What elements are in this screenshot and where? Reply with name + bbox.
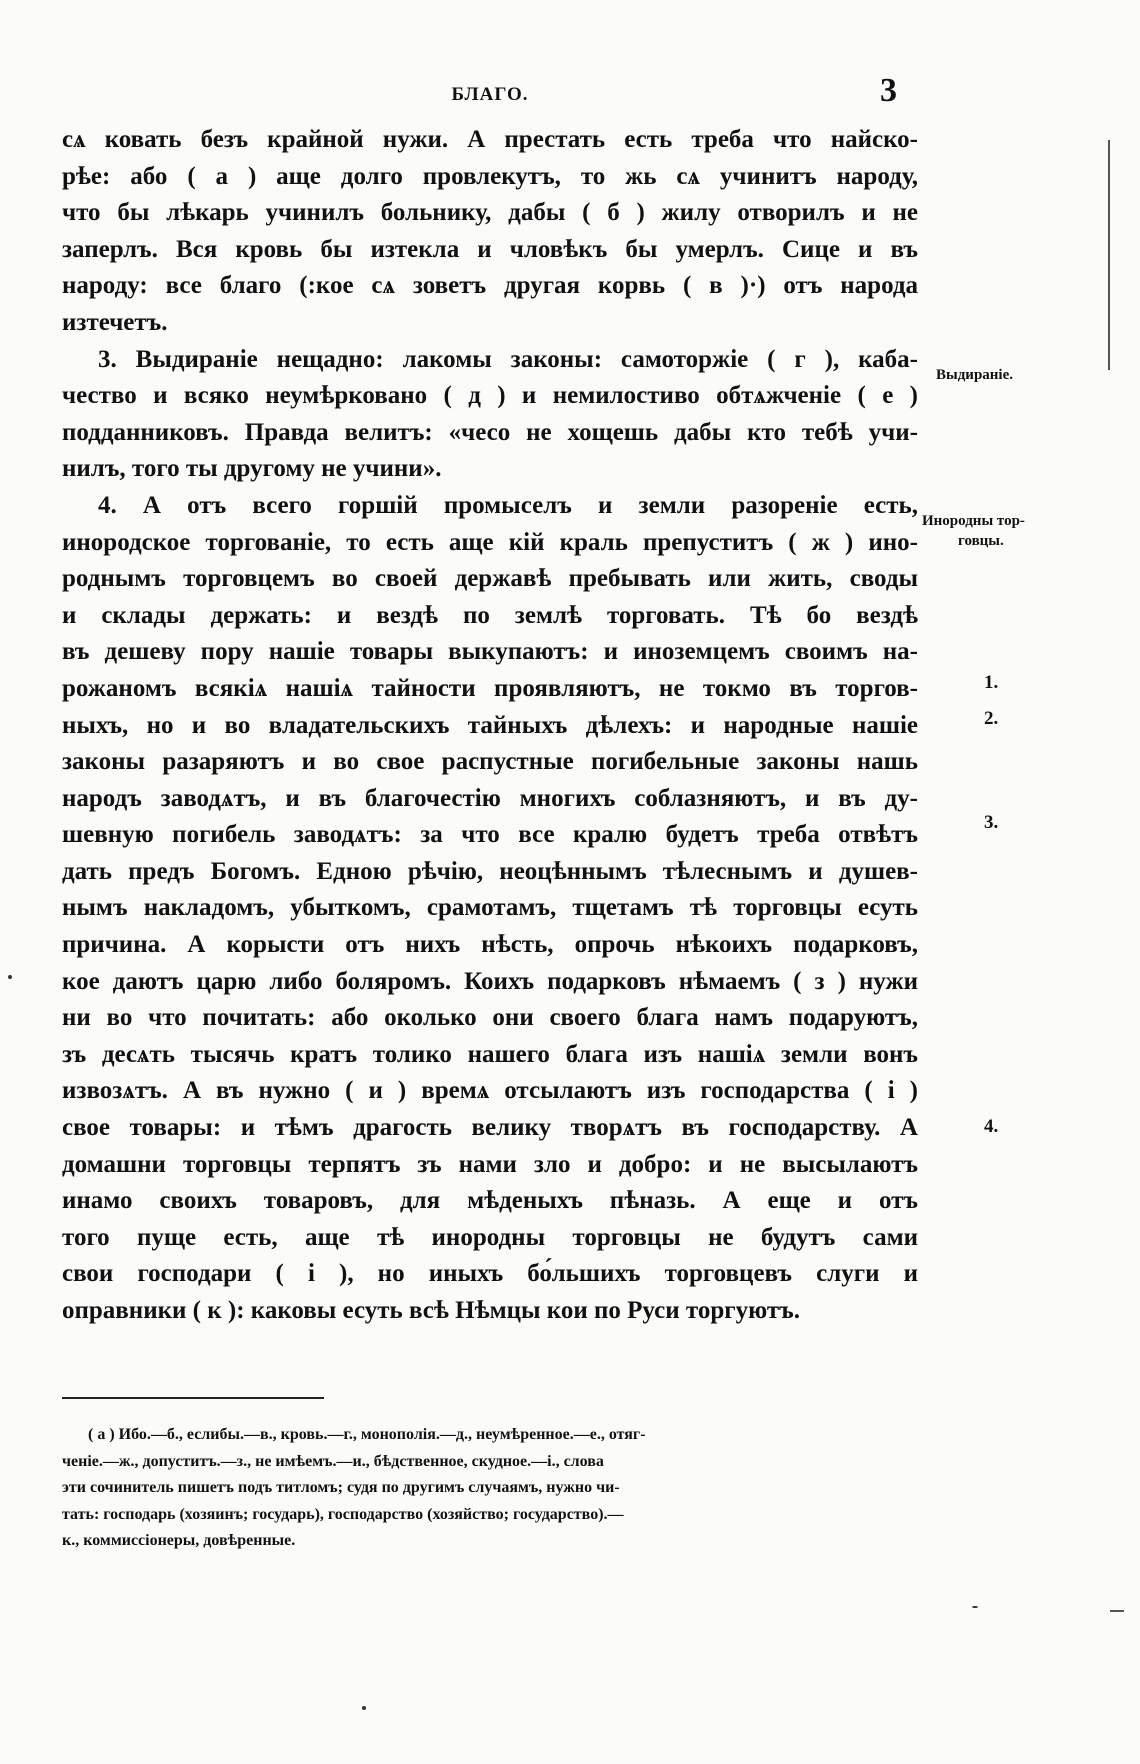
text-line: оправники ( к ): каковы есуть всѣ Нѣмцы кои по Руси торгуютъ. — [62, 1297, 801, 1324]
text-line: того пуще есть, аще тѣ инородны торговцы не будутъ сами — [62, 1223, 918, 1251]
text-line: подданниковъ. Правда велитъ: «чесо не хощешь дабы кто тебѣ учи- — [62, 418, 918, 446]
text-line: сѧ ковать безъ крайной нужи. А престать есть треба что найско- — [62, 126, 918, 153]
text-line: извозѧтъ. А въ нужно ( и ) времѧ отсылаютъ изъ господарства ( і ) — [62, 1077, 918, 1105]
text-line: законы разаряютъ и во свое распустные погибельные законы нашь — [62, 748, 918, 776]
text-line: шевную погибель заводѧтъ: за что все кралю будетъ треба отвѣтъ — [62, 821, 918, 849]
text-line: свои господари ( і ), но иныхъ бо́льшихъ торговцевъ слуги и — [62, 1260, 918, 1288]
footnote-rule — [62, 1397, 324, 1399]
footnotes — [62, 1422, 918, 1555]
text-line: 4. А отъ всего горшій промыселъ и земли разореніе есть, — [98, 491, 918, 519]
margin-number-1: 1. — [984, 672, 999, 693]
text-line: 3. Выдираніе нещадно: лакомы законы: самоторжіе ( г ), каба- — [98, 345, 918, 373]
footnote-line: ченіе.—ж., допуститъ.—з., не имѣемъ.—и., бѣдственное, скудное.—і., слова — [62, 1452, 604, 1470]
text-line: кое даютъ царю либо боляромъ. Коихъ подарковъ нѣмаемъ ( з ) нужи — [62, 967, 918, 995]
margin-note-inorodny-line-2: говцы. — [958, 533, 1004, 549]
text-line: рѣе: або ( а ) аще долго провлекутъ, то жь сѧ учинитъ народу, — [62, 162, 918, 190]
text-line: нилъ, того ты другому не учини». — [62, 455, 442, 483]
body-text — [62, 122, 918, 1330]
text-line: дать предъ Богомъ. Едною рѣчію, неоцѣннымъ тѣлеснымъ и душев- — [62, 857, 918, 885]
text-line: и склады держать: и вездѣ по землѣ торговать. Тѣ бо вездѣ — [62, 601, 918, 629]
scan-speck — [8, 975, 12, 979]
margin-note-vydiranie: Выдираніе. — [936, 367, 1014, 383]
text-line: инородское торгованіе, то есть аще кій краль препуститъ ( ж ) ино- — [62, 528, 918, 556]
scan-speck — [362, 1706, 366, 1710]
footnote-line: к., коммиссіонеры, довѣренные. — [62, 1532, 296, 1549]
text-line: зъ десѧть тысячь кратъ толико нашего блага изъ нашіѧ земли вонъ — [62, 1040, 918, 1068]
footnote-line: тать: господарь (хозяинъ; государь), господарство (хозяйство; государство).— — [62, 1505, 624, 1523]
text-line: чество и всяко неумѣрковано ( д ) и немилостиво обтѧжченіе ( е ) — [62, 382, 918, 410]
text-line: домашни торговцы терпятъ зъ нами зло и добро: и не высылаютъ — [62, 1150, 918, 1178]
text-line: инамо своихъ товаровъ, для мѣденыхъ пѣназь. А еще и отъ — [62, 1187, 918, 1215]
text-line: народу: все благо (:кое сѧ зоветъ другая корвь ( в )·) отъ народа — [62, 272, 918, 300]
text-line: свое товары: и тѣмъ драгость велику творѧтъ въ господарству. А — [62, 1114, 918, 1142]
scan-speck — [972, 1606, 978, 1608]
footnote-line: эти сочинитель пишетъ подъ титломъ; судя по другимъ случаямъ, нужно чи- — [62, 1479, 620, 1496]
text-line: ныхъ, но и во владательскихъ тайныхъ дѣлехъ: и народные нашіе — [62, 711, 918, 739]
running-title: БЛАГО. — [451, 84, 529, 105]
text-line: народъ заводѧтъ, и въ благочестію многихъ соблазняютъ, и въ ду- — [62, 784, 918, 812]
scan-edge-mark — [1110, 1610, 1124, 1612]
text-line: изтечетъ. — [62, 308, 168, 336]
page-number: 3 — [880, 72, 897, 109]
text-line: нымъ накладомъ, убыткомъ, срамотамъ, тщетамъ тѣ торговцы есуть — [62, 894, 918, 922]
text-line: заперлъ. Вся кровь бы изтекла и чловѣкъ бы умерлъ. Сице и въ — [62, 235, 918, 263]
text-line: причина. А корысти отъ нихъ нѣсть, опрочь нѣкоихъ подарковъ, — [62, 931, 918, 959]
text-line: ни во что почитать: або околько они своего блага намъ подаруютъ, — [62, 1004, 918, 1032]
text-line: въ дешеву пору нашіе товары выкупаютъ: и иноземцемъ своимъ на- — [62, 638, 918, 666]
footnote-line: ( а ) Ибо.—б., еслибы.—в., кровь.—г., монополія.—д., неумѣренное.—е., отяг- — [88, 1426, 646, 1443]
margin-number-2: 2. — [984, 708, 999, 729]
margin-number-4: 4. — [984, 1116, 999, 1137]
text-line: рожаномъ всякіѧ нашіѧ тайности проявляютъ, не токмо въ торгов- — [62, 674, 918, 702]
text-line: что бы лѣкарь учинилъ больнику, дабы ( б ) жилу отворилъ и не — [62, 199, 918, 227]
text-line: роднымъ торговцемъ во своей державѣ пребывать или жить, своды — [62, 565, 918, 593]
margin-note-inorodny-line-1: Инородны тор- — [922, 513, 1025, 529]
margin-number-3: 3. — [984, 812, 999, 833]
scan-edge-mark — [1108, 140, 1110, 370]
